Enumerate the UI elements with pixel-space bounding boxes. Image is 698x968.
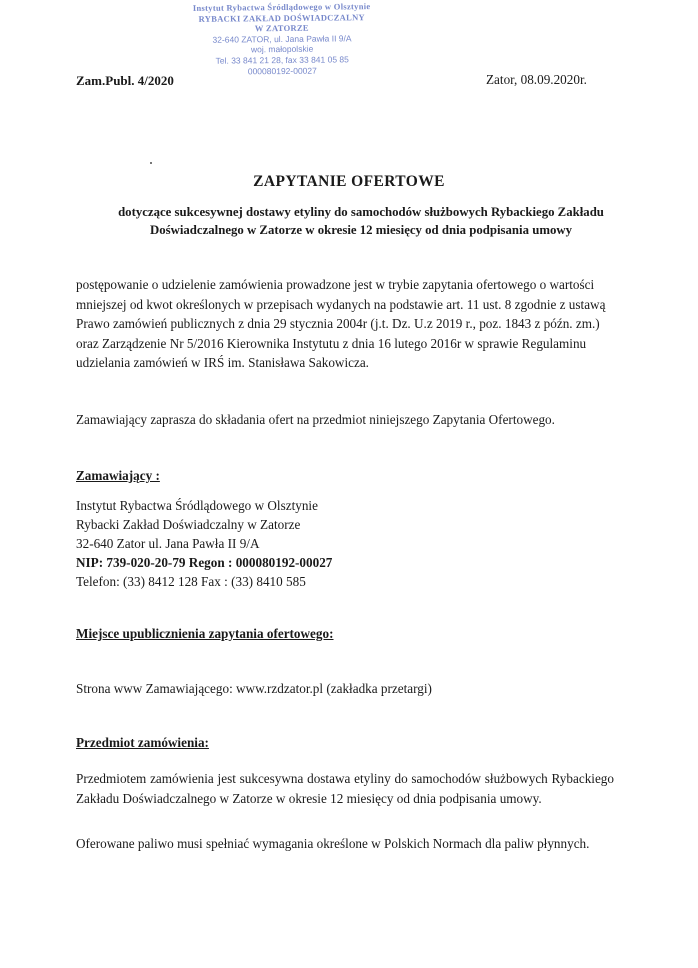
- document-date: Zator, 08.09.2020r.: [486, 72, 587, 87]
- stamp-line: woj. małopolskie: [250, 44, 314, 55]
- stamp-line: RYBACKI ZAKŁAD DOŚWIADCZALNY: [198, 11, 365, 24]
- stamp-line: Instytut Rybactwa Śródlądowego w Olsztynie: [192, 1, 371, 13]
- reference-number: Zam.Publ. 4/2020: [76, 73, 174, 88]
- subject-heading: Przedmiot zamówienia:: [76, 735, 209, 750]
- contractor-heading: Zamawiający :: [76, 468, 160, 483]
- contractor-address: 32-640 Zator ul. Jana Pawła II 9/A: [76, 536, 260, 551]
- scan-speck: [150, 162, 152, 164]
- contractor-phones: Telefon: (33) 8412 128 Fax : (33) 8410 585: [76, 574, 306, 589]
- contractor-ids: NIP: 739-020-20-79 Regon : 000080192-00027: [76, 555, 333, 570]
- stamp-line: 000080192-00027: [247, 65, 317, 76]
- institution-stamp: [178, 1, 387, 77]
- stamp-line: W ZATORZE: [254, 22, 309, 34]
- document-subtitle: dotyczące sukcesywnej dostawy etyliny do samochodów służbowych Rybackiego Zakładu Doświadczalnego w Zatorze w okresie 12 miesięcy od dnia podpisania umowy: [118, 205, 604, 237]
- publication-heading: Miejsce upublicznienia zapytania ofertowego:: [76, 626, 334, 641]
- document-title: ZAPYTANIE OFERTOWE: [253, 173, 445, 190]
- contractor-unit: Rybacki Zakład Doświadczalny w Zatorze: [76, 517, 301, 532]
- fuel-requirements-paragraph: Oferowane paliwo musi spełniać wymagania określone w Polskich Normach dla paliw płynnych.: [76, 836, 590, 851]
- stamp-line: 32-640 ZATOR, ul. Jana Pawła II 9/A: [212, 33, 352, 45]
- invitation-paragraph: Zamawiający zaprasza do składania ofert na przedmiot niniejszego Zapytania Ofertowego.: [76, 412, 555, 427]
- contractor-name: Instytut Rybactwa Śródlądowego w Olsztynie: [76, 498, 318, 513]
- subject-paragraph: Przedmiotem zamówienia jest sukcesywna dostawa etyliny do samochodów służbowych Rybackiego Zakładu Doświadczalnego w Zatorze w okresie 12 miesięcy od dnia podpisania umowy.: [76, 771, 614, 806]
- publication-text: Strona www Zamawiającego: www.rzdzator.pl (zakładka przetargi): [76, 681, 432, 696]
- stamp-line: Tel. 33 841 21 28, fax 33 841 05 85: [215, 54, 349, 66]
- intro-paragraph: postępowanie o udzielenie zamówienia prowadzone jest w trybie zapytania ofertowego o wartości mniejszej od kwot określonych w przepisach wydanych na podstawie art. 11 ust. 8 zgodnie z ustawą Prawo zamówień publicznych z dnia 29 stycznia 2004r (j.t. Dz. U.z 2019 r., poz. 1843 z późn. zm.) oraz Zarządzenie Nr 5/2016 Kierownika Instytutu z dnia 16 lutego 2016r w sprawie Regulaminu udzielania zamówień w IRŚ im. Stanisława Sakowicza.: [76, 277, 606, 370]
